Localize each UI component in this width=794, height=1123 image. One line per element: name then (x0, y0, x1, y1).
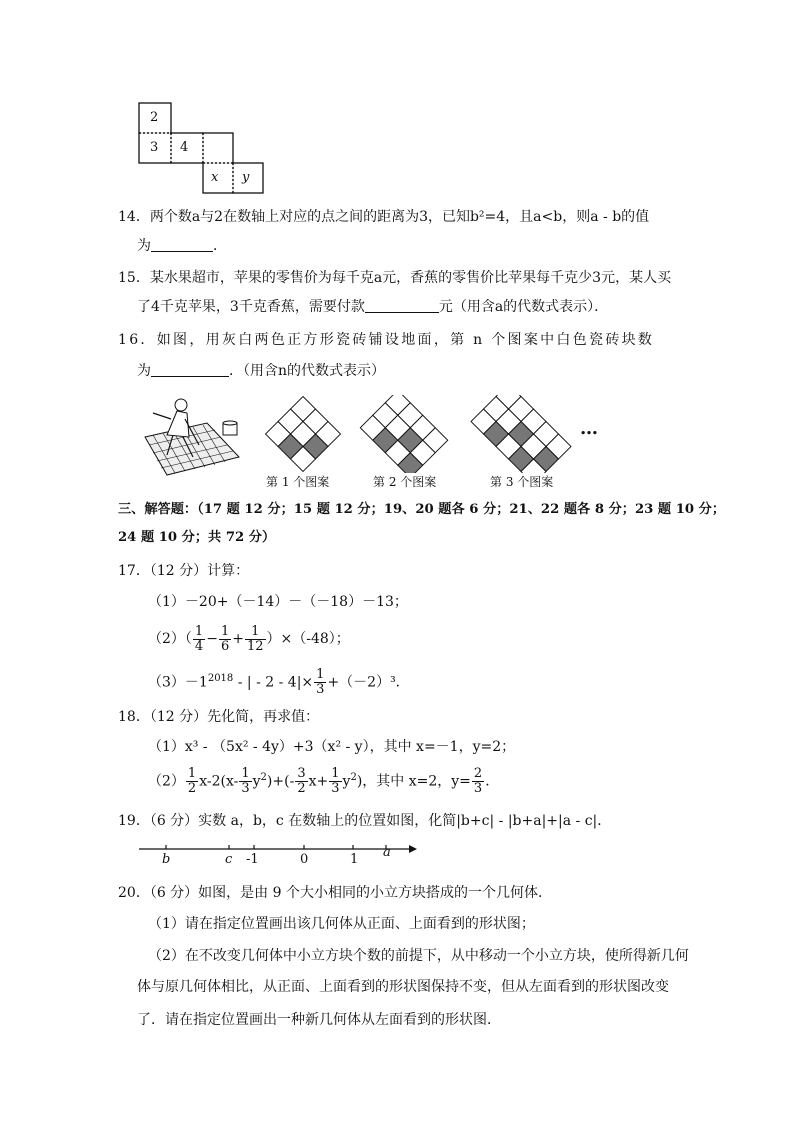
number-line-label-neg1: -1 (246, 852, 259, 867)
net-cell-3: 3 (150, 140, 159, 155)
pattern-1-caption: 第 1 个图案 (266, 475, 330, 489)
number-line-label-a: a (383, 845, 391, 860)
q17-p2-pre: （2）（ (148, 631, 192, 647)
q15-text: 了4千克苹果，3千克香蕉，需要付款 (137, 299, 365, 315)
pattern-3-caption: 第 3 个图案 (490, 475, 554, 489)
q18-part2: （2） $\frac{1}{2}$ x-2(x- $\frac{1}{3}$ $y^2)+(-$ $\frac{3}{2}$ x+ $\frac{1}{3}$ $y^2$)，其中 x=2，y= $\frac{2}{3}$ ． (148, 766, 500, 797)
q15-text-end: 元（用含a的代数式表示）． (438, 299, 609, 315)
q14-line2 (137, 236, 227, 256)
number-line-label-c: c (225, 852, 233, 867)
q17-p3-pre: （3）－1 (148, 674, 208, 691)
q17-p3-exp: 2018 (207, 673, 234, 684)
frac-1-3: $\frac{1}{3}$ (316, 667, 325, 698)
q18-p2-cond: ，其中 x=2，y= (362, 773, 471, 790)
q15-answer-blank[interactable] (365, 298, 439, 313)
tile-pattern-3 (460, 395, 582, 473)
pattern-ellipsis: … (580, 418, 598, 439)
frac-1-3c: $\frac{1}{3}$ (331, 766, 340, 797)
tile-pattern-1 (264, 395, 342, 473)
q20-title: 20．（6 分）如图，是由 9 个大小相同的小立方块搭成的一个几何体． (118, 885, 552, 901)
q16-text-end: ．（用含n的代数式表示） (229, 363, 386, 379)
q18-p2-end: ． (485, 773, 500, 790)
frac-1-3b: $\frac{1}{3}$ (241, 766, 250, 797)
q14-line1: 14．两个数a与2在数轴上对应的点之间的距离为3，已知b²=4，且a<b，则a - b的值 (118, 209, 650, 225)
q15-line1: 15．某水果超市，苹果的零售价为每千克a元，香蕉的零售价比苹果每千克少3元，某人买 (118, 270, 672, 286)
q20-part2-line1: （2）在不改变几何体中小立方块个数的前提下，从中移动一个小立方块，使所得新几何 (148, 948, 689, 964)
q16-line1: 16．如图，用灰白两色正方形瓷砖铺设地面，第 n 个图案中白色瓷砖块数 (118, 332, 655, 348)
q20-part1: （1）请在指定位置画出该几何体从正面、上面看到的形状图； (148, 916, 535, 932)
frac-2-3: $\frac{2}{3}$ (473, 766, 483, 797)
tiling-worker-illustration (137, 395, 245, 480)
frac-1-2: $\frac{1}{2}$ (187, 766, 197, 797)
frac-1-12: $\frac{1}{12}$ (246, 623, 264, 654)
q17-title: 17．（12 分）计算： (118, 563, 250, 579)
number-line (137, 840, 417, 870)
q18-part1: （1）x³ - （5x² - 4y）+3（x² - y），其中 x=－1，y=2； (148, 739, 516, 755)
net-cell-4: 4 (180, 140, 189, 155)
frac-3-2: $\frac{3}{2}$ (297, 766, 306, 797)
q17-p3-post: +（－2）³． (327, 674, 410, 691)
q18-title: 18．（12 分）先化简，再求值： (118, 709, 320, 725)
section3-heading-line2: 24 题 10 分；共 72 分） (118, 530, 276, 545)
q17-part1: （1）－20+（－14）－（－18）－13； (148, 594, 408, 610)
q18-p2-pre: （2） (148, 773, 185, 790)
q15-line2 (137, 297, 608, 317)
number-line-label-b: b (162, 852, 171, 867)
frac-1-4: $\frac{1}{4}$ (194, 623, 204, 654)
net-cell-2: 2 (150, 110, 159, 125)
net-cell-x: x (211, 170, 219, 185)
q14-text: 为 (137, 238, 151, 254)
q17-part2: （2）（ $\frac{1}{4}$ − $\frac{1}{6}$ + $\frac{1}{12}$ ）×（-48）； (148, 623, 350, 654)
q17-p2-post: ）×（-48）； (266, 631, 350, 647)
net-cell-y: y (242, 170, 250, 185)
pattern-2-caption: 第 2 个图案 (373, 475, 437, 489)
q20-part2-line2: 体与原几何体相比，从正面、上面看到的形状图保持不变，但从左面看到的形状图改变 (137, 979, 669, 995)
q17-p3-mid: - | - 2 - 4|× (233, 674, 314, 691)
q14-text-end: ． (213, 238, 227, 254)
q16-answer-blank[interactable] (151, 362, 229, 377)
section3-heading-line1: 三、解答题：（17 题 12 分；15 题 12 分；19、20 题各 6 分；21、22 题各 8 分；23 题 10 分； (118, 502, 726, 517)
q20-part2-line3: 了．请在指定位置画出一种新几何体从左面看到的形状图． (137, 1012, 501, 1028)
number-line-label-0: 0 (300, 852, 309, 867)
q14-answer-blank[interactable] (151, 237, 213, 252)
q19-title: 19．（6 分）实数 a，b，c 在数轴上的位置如图，化简|b+c| - |b+a|+|a - c|． (118, 813, 612, 829)
tile-pattern-2 (356, 395, 452, 473)
q16-line2 (137, 361, 385, 381)
frac-1-6: $\frac{1}{6}$ (220, 623, 230, 654)
q16-text: 为 (137, 363, 151, 379)
number-line-label-1: 1 (350, 852, 359, 867)
q17-part3 (148, 664, 410, 698)
